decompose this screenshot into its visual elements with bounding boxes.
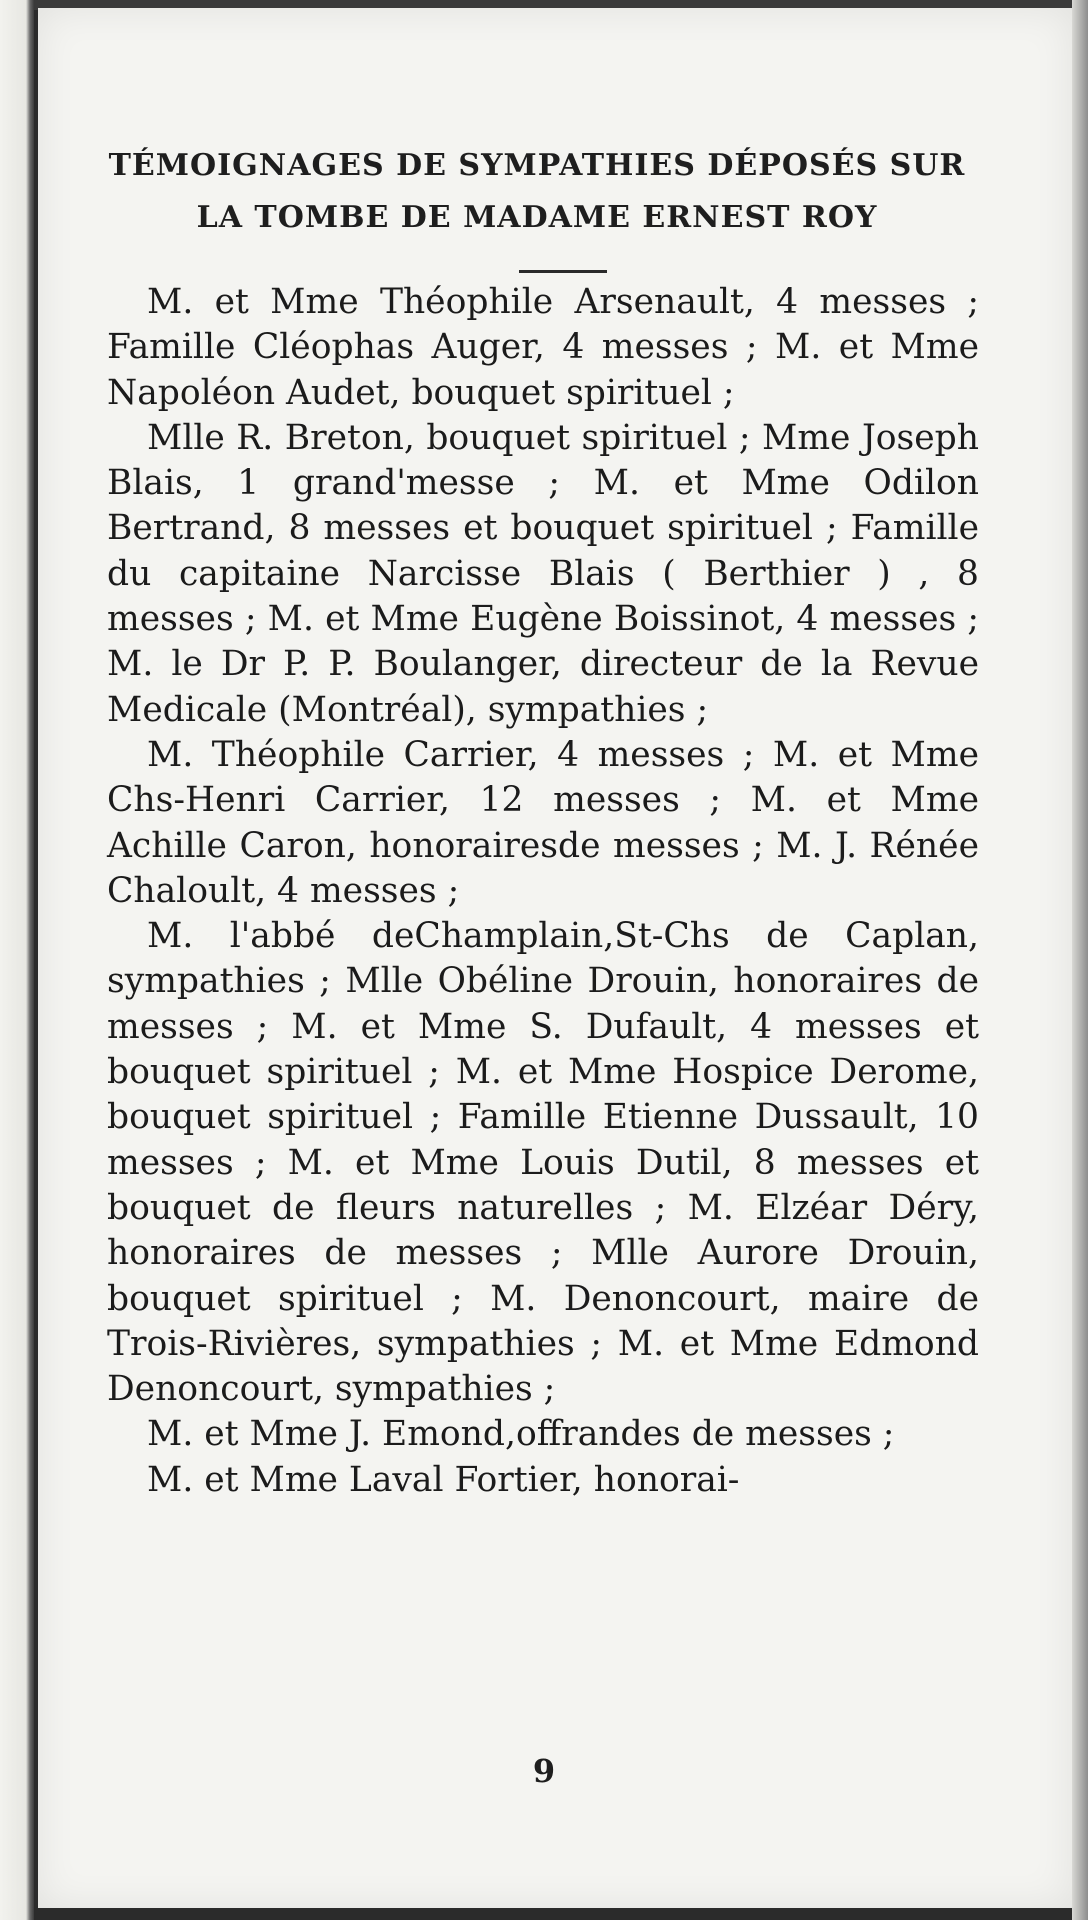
paragraph-4: M. l'abbé deChamplain,St-Chs de Caplan, sympathies ; Mlle Obéline Drouin, honoraires de messes ; M. et Mme S. Dufault, 4 messes et bouquet spirituel ; M. et Mme Hospice Derome, bouquet spirituel ; Famille Etienne Dussault, 10 messes ; M. et Mme Louis Dutil, 8 messes et bouquet de fleurs naturelles ; M. Elzéar Déry, honoraires de messes ; Mlle Aurore Drouin, bouquet spirituel ; M. Denoncourt, maire de Trois-Rivières, sympathies ; M. et Mme Edmond Denoncourt, sympathies ; — [107, 916, 979, 1410]
paragraph-6: M. et Mme Laval Fortier, honorai- — [147, 1459, 740, 1500]
page-number: 9 — [532, 1752, 556, 1790]
paragraph-5: M. et Mme J. Emond,offrandes de messes ; — [147, 1414, 895, 1455]
right-page-edge — [1072, 0, 1088, 1920]
title-divider — [519, 270, 607, 273]
page-title — [92, 140, 982, 244]
body-text — [107, 280, 979, 1503]
paragraph-1: M. et Mme Théophile Arsenault, 4 messes ; Famille Cléophas Auger, 4 messes ; M. et Mme Napoléon Audet, bouquet spirituel ; — [107, 282, 979, 413]
left-page-edge — [0, 0, 34, 1920]
paragraph-2: Mlle R. Breton, bouquet spirituel ; Mme Joseph Blais, 1 grand'messe ; M. et Mme Odilon Bertrand, 8 messes et bouquet spirituel ; Famille du capitaine Narcisse Blais ( Berthier ) , 8 messes ; M. et Mme Eugène Boissinot, 4 messes ; M. le Dr P. P. Boulanger, directeur de la Revue Medicale (Montréal), sympathies ; — [107, 417, 979, 730]
title-line-1: TÉMOIGNAGES DE SYMPATHIES DÉPOSÉS SUR — [108, 148, 966, 183]
paragraph-3: M. Théophile Carrier, 4 messes ; M. et Mme Chs-Henri Carrier, 12 messes ; M. et Mme Achille Caron, honorairesde messes ; M. J. Rénée Chaloult, 4 messes ; — [107, 734, 979, 911]
title-line-2: LA TOMBE DE MADAME ERNEST ROY — [196, 200, 878, 235]
